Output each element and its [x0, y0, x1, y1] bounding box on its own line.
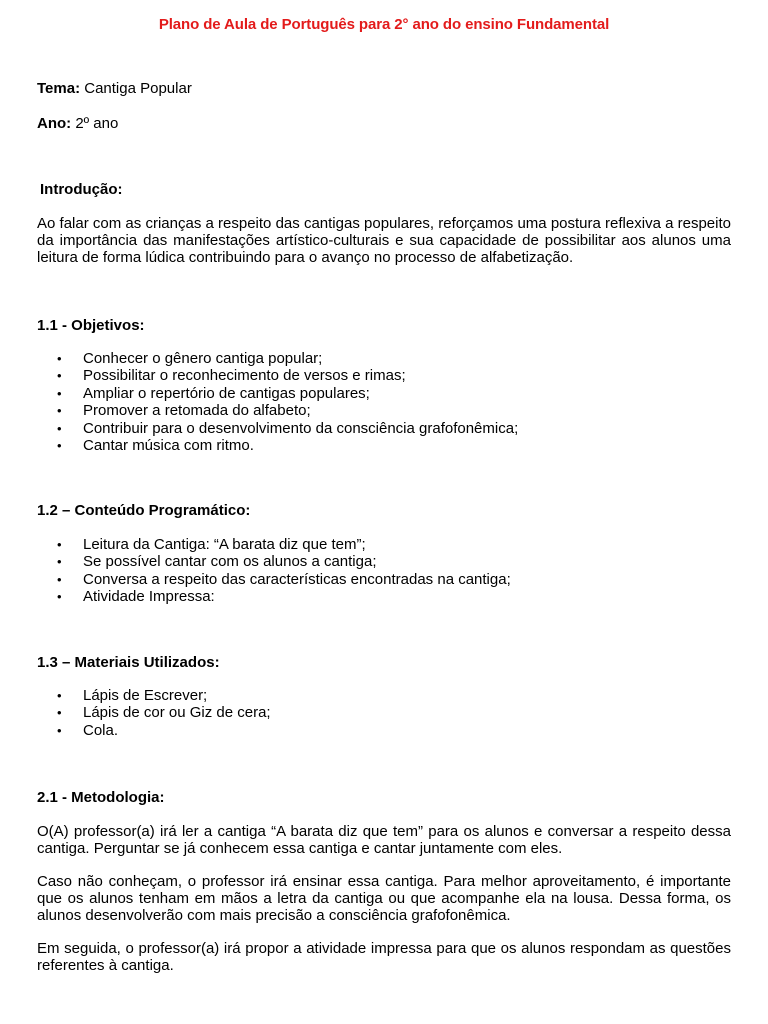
ano-line	[37, 115, 118, 132]
list-item: • Contribuir para o desenvolvimento da consciência grafofonêmica;	[37, 420, 518, 437]
list-item: • Cola.	[37, 722, 271, 739]
list-item: • Cantar música com ritmo.	[37, 437, 518, 454]
objetivos-heading: 1.1 - Objetivos:	[37, 317, 145, 334]
document-title: Plano de Aula de Português para 2° ano do ensino Fundamental	[158, 16, 610, 33]
tema-value: Cantiga Popular	[80, 80, 192, 97]
list-item: • Leitura da Cantiga: “A barata diz que tem”;	[37, 536, 511, 553]
conteudo-heading: 1.2 – Conteúdo Programático:	[37, 502, 251, 519]
list-item: • Se possível cantar com os alunos a cantiga;	[37, 553, 511, 570]
metodologia-paragraph-1: O(A) professor(a) irá ler a cantiga “A barata diz que tem” para os alunos e conversar a respeito dessa cantiga. Perguntar se já conhecem essa cantiga e cantar juntamente com eles.	[37, 823, 731, 857]
introducao-heading: Introdução:	[40, 181, 123, 198]
list-item: • Possibilitar o reconhecimento de versos e rimas;	[37, 367, 518, 384]
list-item: • Promover a retomada do alfabeto;	[37, 402, 518, 419]
list-item: • Lápis de cor ou Giz de cera;	[37, 704, 271, 721]
ano-value: 2º ano	[71, 115, 119, 132]
ano-label: Ano:	[37, 115, 72, 132]
list-item: • Ampliar o repertório de cantigas populares;	[37, 385, 518, 402]
metodologia-heading: 2.1 - Metodologia:	[37, 789, 165, 806]
materiais-list	[37, 687, 271, 739]
tema-label: Tema:	[37, 80, 81, 97]
tema-line	[37, 80, 192, 97]
list-item: • Conhecer o gênero cantiga popular;	[37, 350, 518, 367]
materiais-heading: 1.3 – Materiais Utilizados:	[37, 654, 220, 671]
introducao-paragraph: Ao falar com as crianças a respeito das cantigas populares, reforçamos uma postura reflexiva a respeito da importância das manifestações artístico-culturais e sua capacidade de possibilitar aos alunos uma leitura de forma lúdica contribuindo para o avanço no processo de alfabetização.	[37, 215, 731, 266]
list-item: • Atividade Impressa:	[37, 588, 511, 605]
list-item: • Lápis de Escrever;	[37, 687, 271, 704]
metodologia-paragraph-2: Caso não conheçam, o professor irá ensinar essa cantiga. Para melhor aproveitamento, é importante que os alunos tenham em mãos a letra da cantiga ou que acompanhe ela na lousa. Dessa forma, os alunos desenvolverão com mais precisão a consciência grafofonêmica.	[37, 873, 731, 924]
metodologia-paragraph-3: Em seguida, o professor(a) irá propor a atividade impressa para que os alunos respondam as questões referentes à cantiga.	[37, 940, 731, 974]
objetivos-list	[37, 350, 518, 454]
list-item: • Conversa a respeito das características encontradas na cantiga;	[37, 571, 511, 588]
conteudo-list	[37, 536, 511, 606]
